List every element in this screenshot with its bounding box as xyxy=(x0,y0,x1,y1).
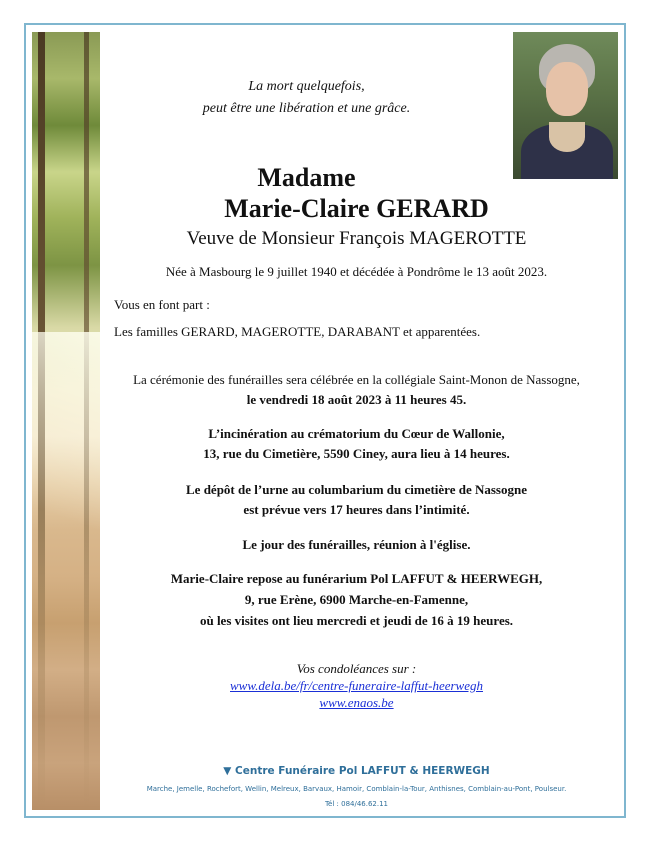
portrait-photo xyxy=(513,32,618,179)
funerarium-line: Marie-Claire repose au funérarium Pol LAFFUT & HEERWEGH, xyxy=(170,571,543,586)
funerarium-line: 9, rue Erène, 6900 Marche-en-Famenne, xyxy=(244,592,469,607)
ceremony-info xyxy=(100,370,613,410)
forest-side-image xyxy=(32,32,100,810)
condolences-label: Vos condoléances sur : xyxy=(296,661,417,676)
funerarium-line: où les visites ont lieu mercredi et jeudi de 16 à 19 heures. xyxy=(199,613,514,628)
quote-line: La mort quelquefois, xyxy=(248,79,365,94)
cremation-info xyxy=(100,424,613,464)
widow-of: Veuve de Monsieur François MAGEROTTE xyxy=(186,228,527,249)
meeting-info: Le jour des funérailles, réunion à l'église. xyxy=(242,537,471,552)
footer-towns: Marche, Jemelle, Rochefort, Wellin, Melreux, Barvaux, Hamoir, Comblain-la-Tour, Anthisnes, Comblain-au-Pont, Poulseur. xyxy=(146,785,567,793)
condolences xyxy=(100,660,613,711)
announce-intro: Vous en font part : xyxy=(114,297,210,312)
salutation: Madame xyxy=(257,163,356,192)
urn-info xyxy=(100,480,613,520)
families-list: Les familles GERARD, MAGEROTTE, DARABANT et apparentées. xyxy=(114,324,481,339)
funerarium-info xyxy=(100,568,613,631)
ceremony-line: La cérémonie des funérailles sera célébrée en la collégiale Saint-Monon de Nassogne, xyxy=(133,372,580,387)
footer-phone: Tél : 084/46.62.11 xyxy=(324,800,389,808)
birth-death-line: Née à Masbourg le 9 juillet 1940 et décédée à Pondrôme le 13 août 2023. xyxy=(165,264,548,279)
condolence-link-enaos[interactable]: www.enaos.be xyxy=(319,695,394,710)
company-name: Centre Funéraire Pol LAFFUT & HEERWEGH xyxy=(235,765,490,777)
light-rays xyxy=(32,332,100,592)
ceremony-date: le vendredi 18 août 2023 à 11 heures 45. xyxy=(246,392,467,407)
footer-company xyxy=(100,765,613,777)
opening-quote xyxy=(100,76,513,120)
quote-line: peut être une libération et une grâce. xyxy=(202,101,411,116)
cremation-line: L’incinération au crématorium du Cœur de Wallonie, xyxy=(208,426,505,441)
triangle-down-icon: ▼ xyxy=(223,765,232,777)
cremation-line: 13, rue du Cimetière, 5590 Ciney, aura lieu à 14 heures. xyxy=(203,446,510,461)
urn-line: Le dépôt de l’urne au columbarium du cimetière de Nassogne xyxy=(186,482,527,497)
urn-line: est prévue vers 17 heures dans l’intimité. xyxy=(243,502,470,517)
deceased-name: Marie-Claire GERARD xyxy=(224,194,489,223)
condolence-link-dela[interactable]: www.dela.be/fr/centre-funeraire-laffut-heerwegh xyxy=(230,678,483,693)
